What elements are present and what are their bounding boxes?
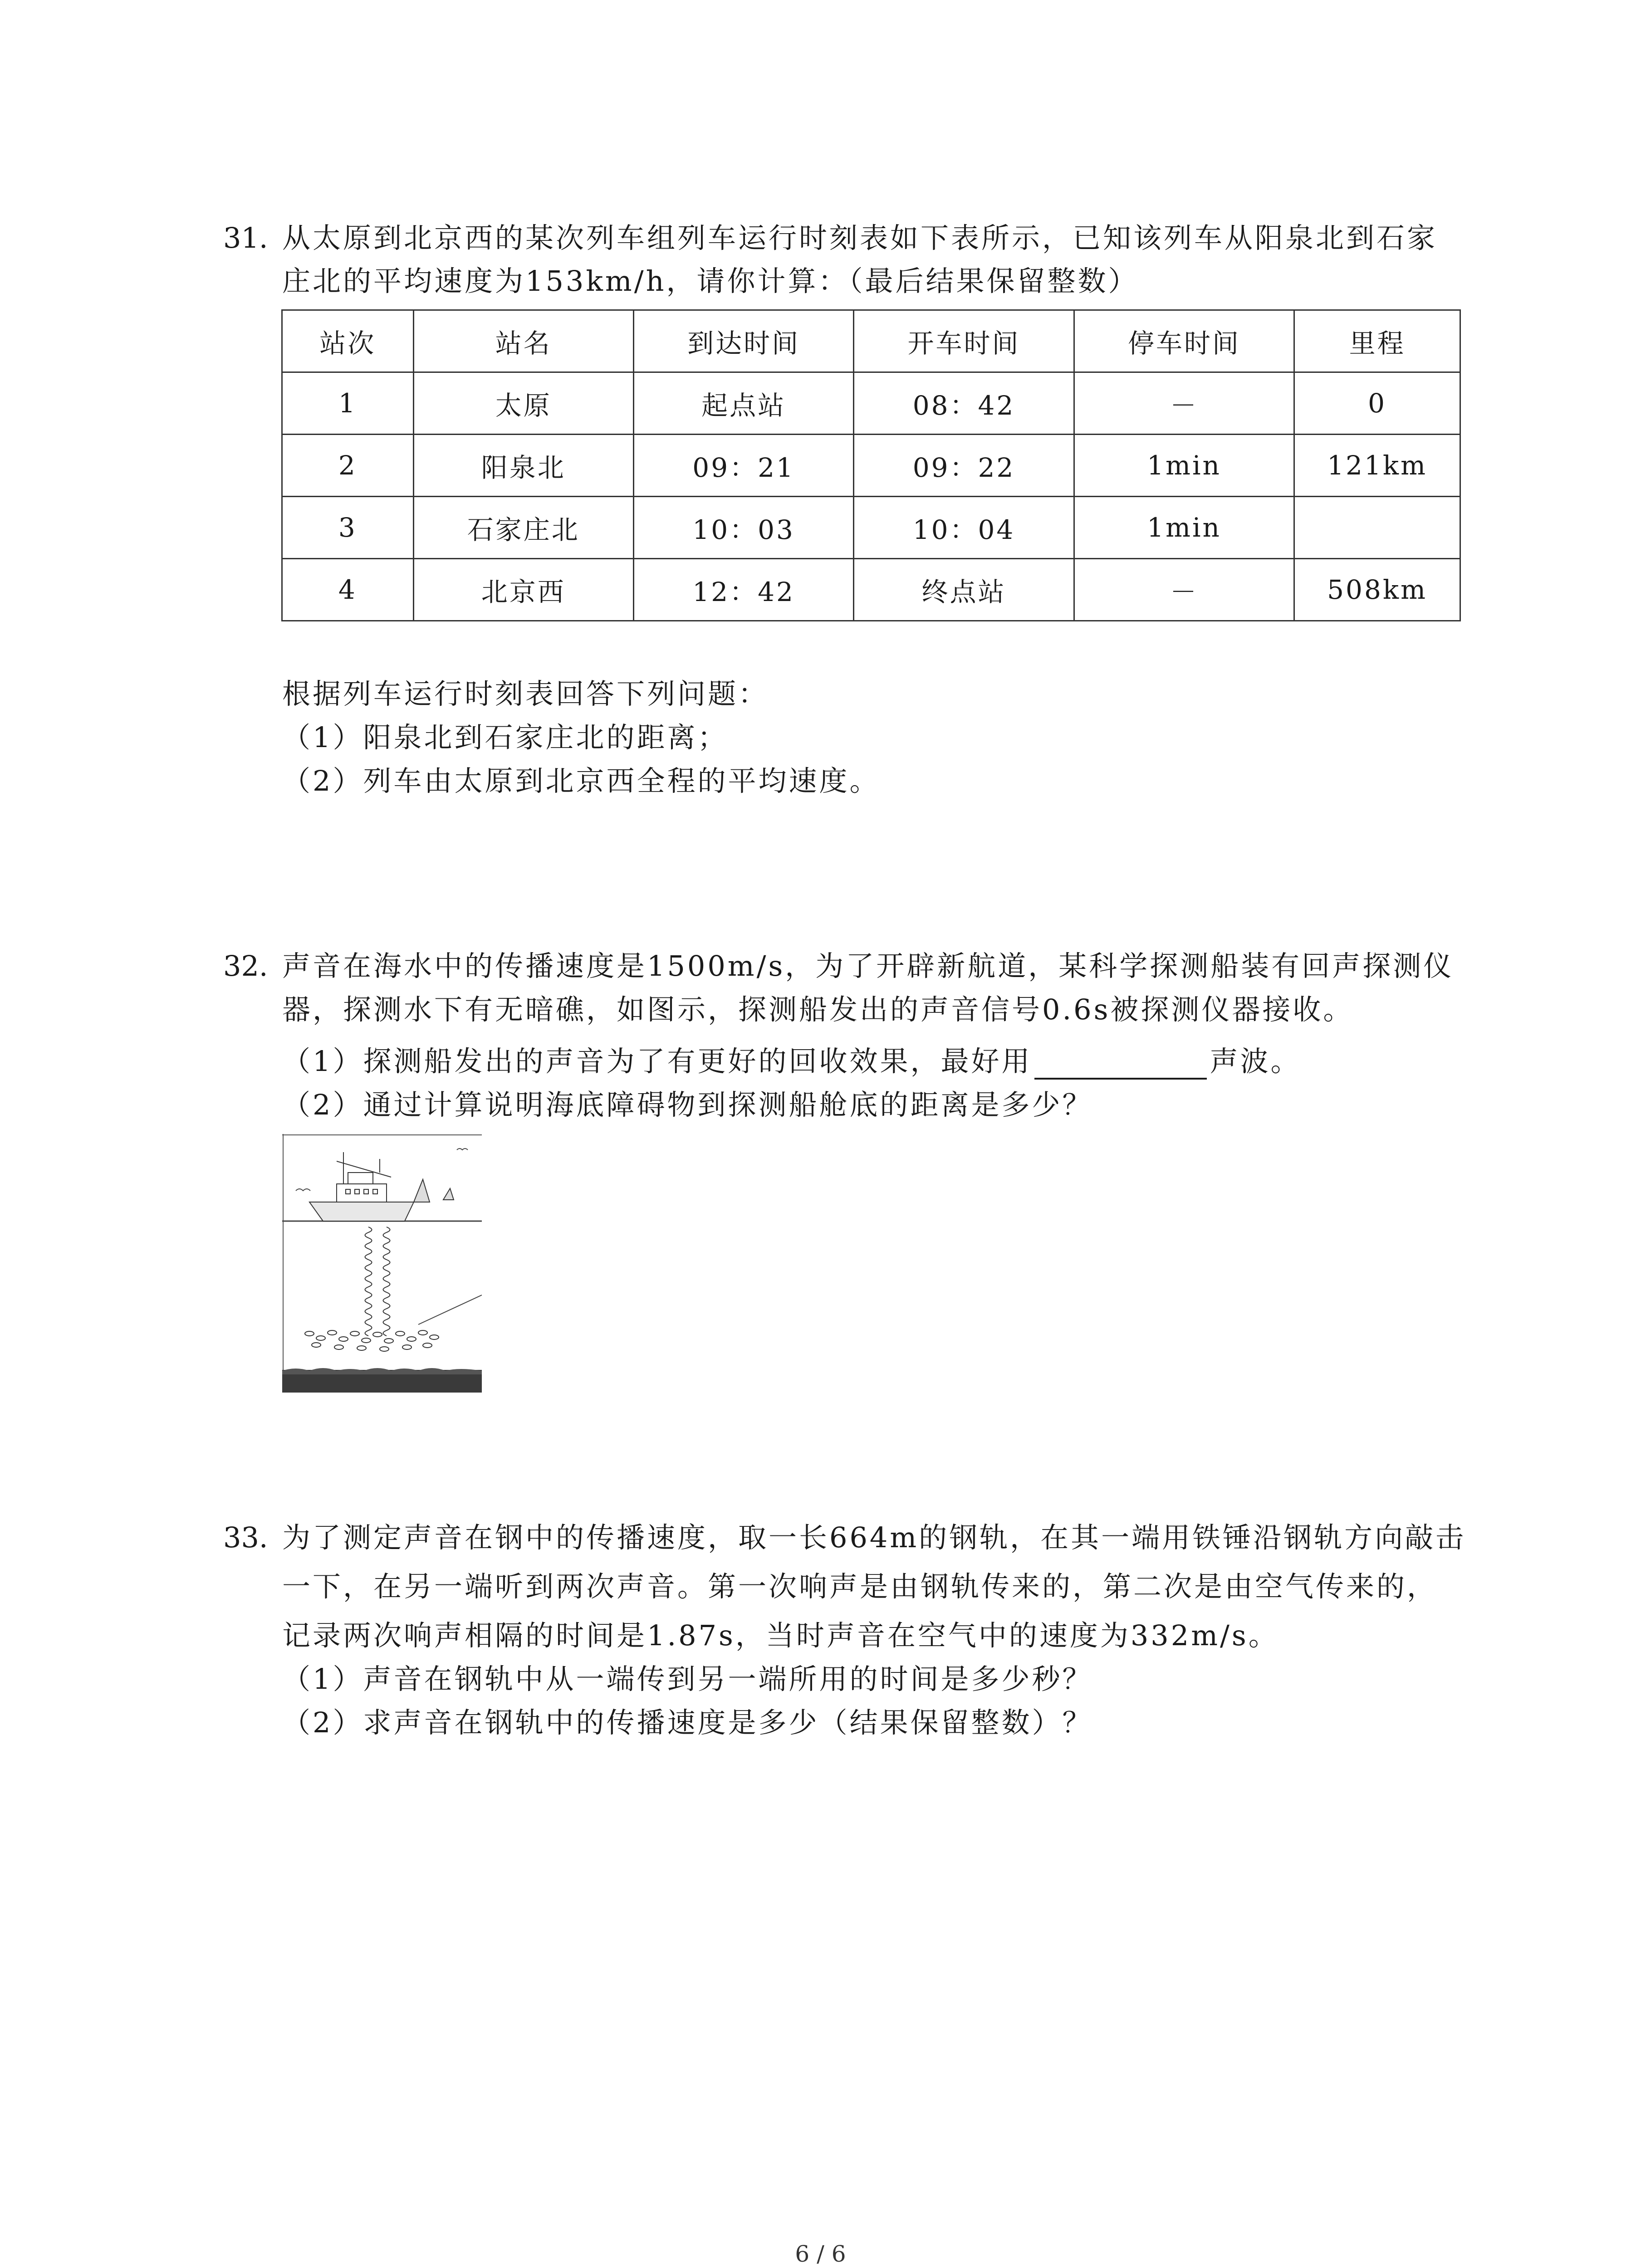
table-cell: 08：42 [854, 372, 1074, 435]
q33-text-line3: 记录两次响声相隔的时间是1.87s，当时声音在空气中的速度为332m/s。 [282, 1619, 1279, 1652]
table-cell: 0 [1294, 372, 1460, 435]
q31-sub2: （2）列车由太原到北京西全程的平均速度。 [282, 764, 880, 797]
table-header-cell: 开车时间 [854, 310, 1074, 372]
table-header-cell: 站名 [413, 310, 633, 372]
q32-number: 32. [223, 949, 268, 982]
table-cell: 121km [1294, 435, 1460, 497]
table-cell: 508km [1294, 559, 1460, 621]
table-cell: 1min [1074, 497, 1294, 559]
page-number: 6 / 6 [795, 2241, 846, 2267]
table-row [282, 435, 1460, 497]
q33-text-line1: 为了测定声音在钢中的传播速度，取一长664m的钢轨，在其一端用铁锤沿钢轨方向敲击 [282, 1521, 1466, 1554]
q33-sub1: （1）声音在钢轨中从一端传到另一端所用的时间是多少秒？ [282, 1662, 1093, 1696]
table-cell: 09：22 [854, 435, 1074, 497]
table-cell: 1min [1074, 435, 1294, 497]
sonar-ship-figure [282, 1134, 482, 1393]
table-cell: 12：42 [633, 559, 853, 621]
table-row [282, 372, 1460, 435]
q32-sub1 [282, 1043, 1301, 1080]
table-cell: 终点站 [854, 559, 1074, 621]
q32-sub1-after: 声波。 [1210, 1045, 1301, 1078]
q31-text-line2: 庄北的平均速度为153km/h，请你计算：（最后结果保留整数） [282, 264, 1139, 298]
table-header-cell: 停车时间 [1074, 310, 1294, 372]
q32-text-line2: 器，探测水下有无暗礁，如图示，探测船发出的声音信号0.6s被探测仪器接收。 [282, 993, 1354, 1026]
table-cell: 石家庄北 [413, 497, 633, 559]
table-header-cell: 里程 [1294, 310, 1460, 372]
table-cell: 1 [282, 372, 414, 435]
answer-blank[interactable] [1034, 1051, 1207, 1080]
q33-text-line2: 一下，在另一端听到两次声音。第一次响声是由钢轨传来的，第二次是由空气传来的， [282, 1570, 1438, 1603]
q32-sub2: （2）通过计算说明海底障碍物到探测船舱底的距离是多少？ [282, 1088, 1093, 1121]
table-cell: － [1074, 372, 1294, 435]
table-header-cell: 到达时间 [633, 310, 853, 372]
table-row [282, 559, 1460, 621]
table-cell: 10：04 [854, 497, 1074, 559]
q31-sub1: （1）阳泉北到石家庄北的距离； [282, 721, 728, 754]
table-cell: 10：03 [633, 497, 853, 559]
table-header-row [282, 310, 1460, 372]
table-header-cell: 站次 [282, 310, 414, 372]
q33-number: 33. [223, 1521, 268, 1554]
table-cell: 太原 [413, 372, 633, 435]
q33-sub2: （2）求声音在钢轨中的传播速度是多少（结果保留整数）？ [282, 1706, 1093, 1739]
table-cell [1294, 497, 1460, 559]
table-cell: 09：21 [633, 435, 853, 497]
table-cell: 2 [282, 435, 414, 497]
q32-sub1-before: （1）探测船发出的声音为了有更好的回收效果，最好用 [282, 1045, 1032, 1078]
q31-timetable [281, 309, 1461, 621]
table-cell: 北京西 [413, 559, 633, 621]
table-cell: 起点站 [633, 372, 853, 435]
table-cell: 3 [282, 497, 414, 559]
q31-text-line1: 从太原到北京西的某次列车组列车运行时刻表如下表所示，已知该列车从阳泉北到石家 [282, 221, 1438, 254]
table-cell: － [1074, 559, 1294, 621]
table-cell: 4 [282, 559, 414, 621]
seabed-icon [282, 1368, 482, 1393]
q32-text-line1: 声音在海水中的传播速度是1500m/s，为了开辟新航道，某科学探测船装有回声探测仪 [282, 949, 1454, 982]
q31-intro: 根据列车运行时刻表回答下列问题： [282, 677, 769, 710]
table-cell: 阳泉北 [413, 435, 633, 497]
table-row [282, 497, 1460, 559]
q31-number: 31. [223, 221, 268, 254]
